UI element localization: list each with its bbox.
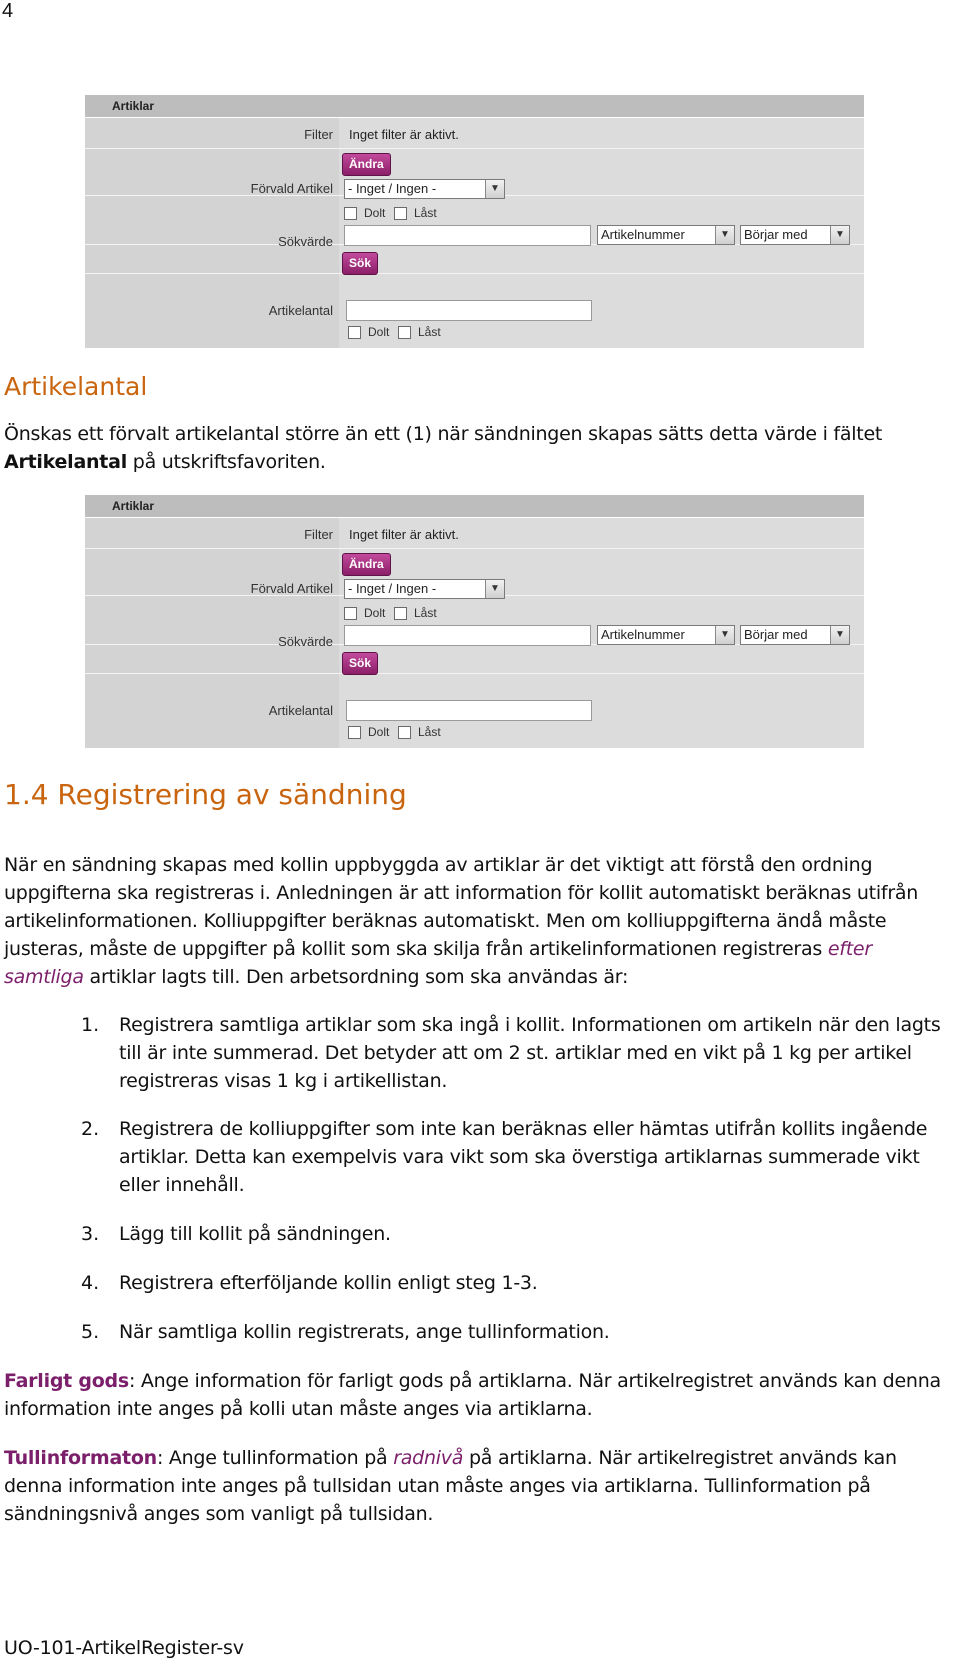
- chevron-down-icon: ▼: [485, 580, 504, 598]
- registrering-intro-paragraph: [4, 851, 956, 991]
- change-filter-button[interactable]: Ändra: [342, 153, 391, 176]
- text: på artiklarna. När artikelregistret används kan denna information inte anges på tullsidan utan måste anges via artiklarna. Tullinformation på sändningsnivå anges som vanligt på tullsidan.: [4, 1447, 897, 1525]
- text: : Ange tullinformation på: [156, 1447, 394, 1469]
- step-number: 3.: [81, 1223, 100, 1245]
- step-text: Lägg till kollit på sändningen.: [119, 1223, 391, 1245]
- search-field-select-value: Artikelnummer: [601, 227, 685, 242]
- text: Önskas ett förvalt artikelantal större än ett (1) när sändningen skapas sätts detta värde i fältet: [4, 423, 883, 445]
- filter-label: Filter: [304, 527, 333, 542]
- article-count-input[interactable]: [346, 700, 592, 721]
- text: : Ange information för farligt gods på artiklarna. När artikelregistret används kan denna information inte anges på kolli utan måste anges via artiklarna.: [4, 1370, 941, 1420]
- document-footer: UO-101-ArtikelRegister-sv: [4, 1637, 244, 1659]
- chevron-down-icon: ▼: [830, 226, 849, 244]
- search-button[interactable]: Sök: [342, 652, 378, 675]
- chevron-down-icon: ▼: [715, 626, 734, 644]
- hidden-label: Dolt: [364, 606, 386, 620]
- step-number: 2.: [81, 1118, 100, 1140]
- change-filter-button[interactable]: Ändra: [342, 553, 391, 576]
- search-input[interactable]: [344, 625, 591, 646]
- default-article-label: Förvald Artikel: [250, 581, 333, 596]
- hidden-checkbox[interactable]: [344, 207, 357, 220]
- default-article-select-value: - Inget / Ingen -: [348, 581, 437, 596]
- customs-paragraph: [4, 1444, 956, 1528]
- dangerous-goods-paragraph: [4, 1367, 956, 1423]
- search-mode-select-value: Börjar med: [744, 227, 808, 242]
- chevron-down-icon: ▼: [715, 226, 734, 244]
- default-article-select[interactable]: [344, 179, 505, 199]
- section-heading-registrering: 1.4 Registrering av sändning: [4, 778, 407, 811]
- step-number: 4.: [81, 1272, 100, 1294]
- hidden-label: Dolt: [364, 206, 386, 220]
- search-mode-select[interactable]: [740, 625, 850, 645]
- panel-header: [85, 95, 864, 118]
- text: När en sändning skapas med kollin uppbyggda av artiklar är det viktigt att förstå den ordning uppgifterna ska registreras i. Anledningen är att information för kollit automatiskt beräknas utifrån artikelinformationen. Kolliuppgifter beräknas automatiskt. Men om kolliuppgifterna ändå måste justeras, måste de uppgifter på kollit som ska skilja från artikelinformationen registreras: [4, 854, 919, 960]
- articles-form-panel-1: [85, 95, 864, 348]
- default-article-select-value: - Inget / Ingen -: [348, 181, 437, 196]
- emphasis: radnivå: [393, 1447, 464, 1469]
- panel-title: Artiklar: [112, 99, 155, 113]
- page-number: 4: [2, 0, 14, 22]
- dangerous-goods-label: Farligt gods: [4, 1370, 129, 1392]
- hidden-label: Dolt: [368, 725, 390, 739]
- step-text: Registrera de kolliuppgifter som inte kan beräknas eller hämtas utifrån kollits ingående artiklar. Detta kan exempelvis vara vikt som ska överstiga artiklarnas summerade vikt eller innehåll.: [119, 1118, 928, 1196]
- section-heading-artikelantal: Artikelantal: [4, 372, 148, 401]
- filter-label: Filter: [304, 127, 333, 142]
- search-field-select[interactable]: [597, 225, 735, 245]
- hidden-checkbox[interactable]: [348, 726, 361, 739]
- hidden-label: Dolt: [368, 325, 390, 339]
- locked-checkbox[interactable]: [398, 326, 411, 339]
- locked-checkbox[interactable]: [394, 207, 407, 220]
- step-number: 5.: [81, 1321, 100, 1343]
- default-article-label: Förvald Artikel: [250, 181, 333, 196]
- article-count-label: Artikelantal: [268, 303, 333, 318]
- search-label: Sökvärde: [278, 634, 333, 649]
- step-number: 1.: [81, 1014, 100, 1036]
- panel-header: [85, 495, 864, 518]
- locked-checkbox[interactable]: [394, 607, 407, 620]
- search-label: Sökvärde: [278, 234, 333, 249]
- hidden-checkbox[interactable]: [344, 607, 357, 620]
- customs-label: Tullinformaton: [4, 1447, 157, 1469]
- filter-value: Inget filter är aktivt.: [349, 127, 459, 142]
- step-text: När samtliga kollin registrerats, ange tullinformation.: [119, 1321, 610, 1343]
- hidden-checkbox[interactable]: [348, 326, 361, 339]
- search-field-select-value: Artikelnummer: [601, 627, 685, 642]
- step-text: Registrera efterföljande kollin enligt steg 1-3.: [119, 1272, 538, 1294]
- artikelantal-paragraph: [4, 420, 956, 476]
- search-mode-select[interactable]: [740, 225, 850, 245]
- locked-label: Låst: [418, 725, 441, 739]
- locked-checkbox[interactable]: [398, 726, 411, 739]
- locked-label: Låst: [418, 325, 441, 339]
- default-article-select[interactable]: [344, 579, 505, 599]
- chevron-down-icon: ▼: [485, 180, 504, 198]
- emphasis: efter samtliga: [4, 938, 872, 988]
- search-mode-select-value: Börjar med: [744, 627, 808, 642]
- search-field-select[interactable]: [597, 625, 735, 645]
- article-count-label: Artikelantal: [268, 703, 333, 718]
- locked-label: Låst: [414, 206, 437, 220]
- article-count-input[interactable]: [346, 300, 592, 321]
- panel-title: Artiklar: [112, 499, 155, 513]
- search-button[interactable]: Sök: [342, 252, 378, 275]
- articles-form-panel-2: [85, 495, 864, 748]
- filter-value: Inget filter är aktivt.: [349, 527, 459, 542]
- chevron-down-icon: ▼: [830, 626, 849, 644]
- field-name: Artikelantal: [4, 451, 127, 473]
- search-input[interactable]: [344, 225, 591, 246]
- step-text: Registrera samtliga artiklar som ska ingå i kollit. Informationen om artikeln när den lagts till är inte summerad. Det betyder att om 2 st. artiklar med en vikt på 1 kg per artikel registreras visas 1 kg i artikellistan.: [119, 1014, 941, 1092]
- locked-label: Låst: [414, 606, 437, 620]
- text: artiklar lagts till. Den arbetsordning som ska användas är:: [83, 966, 629, 988]
- text: på utskriftsfavoriten.: [126, 451, 326, 473]
